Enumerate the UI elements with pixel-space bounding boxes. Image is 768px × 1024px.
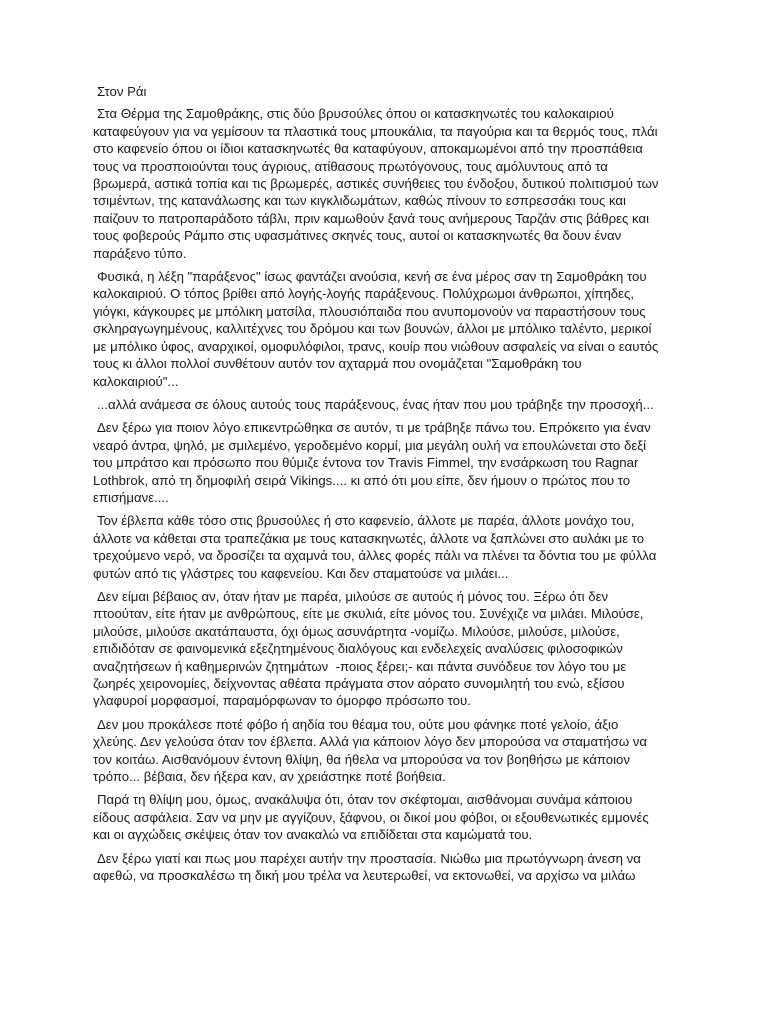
paragraph-9: Δεν ξέρω γιατί και πως μου παρέχει αυτήν την προστασία. Νιώθω μια πρωτόγνωρη άνεση να αφεθώ, να προσκαλέσω τη δική μου τρέλα να λευτερωθεί, να εκτονωθεί, να αρχίσω να μιλάω	[93, 850, 645, 884]
paragraph-1: Στα Θέρμα της Σαμοθράκης, στις δύο βρυσούλες όπου οι κατασκηνωτές του καλοκαιριού καταφεύγουν για να γεμίσουν τα πλαστικά τους μπουκάλια, τα παγούρια και τα θερμός τους, πλάι στο καφενείο όπου οι ίδιοι κατασκηνωτές θα καταφύγουν, αποκαμωμένοι από την προσπάθεια τους να προσποιούνται τους άγριους, ατίθασους πρωτόγονους, τους αμόλυντους από τα βρωμερά, αστικά τοπία και τις βρωμερές, αστικές συνήθειες του ένδοξου, δυτικού πολιτισμού των τσιμέντων, της κατανάλωσης και των κιγκλιδωμάτων, καθώς πίνουν το εσπρεσσάκι τους και παίζουν το πατροπαράδοτο τάβλι, πριν καμωθούν ξανά τους ανήμερους Ταρζάν στις βάθρες και τους φοβερούς Ράμπο στις υφασμάτινες σκηνές τους, αυτοί οι κατασκηνωτές θα δουν έναν παράξενο τύπο.	[93, 106, 663, 261]
paragraph-5: Τον έβλεπα κάθε τόσο στις βρυσούλες ή στο καφενείο, άλλοτε με παρέα, άλλοτε μονάχο του, άλλοτε να κάθεται στα τραπεζάκια με τους κατασκηνωτές, άλλοτε να ξαπλώνει στο αυλάκι με το τρεχούμενο νερό, να δροσίζει τα αχαμνά του, άλλες φορές πάλι να πλένει τα δόντια του με φύλλα φυτών από τις γλάστρες του καφενείου. Και δεν σταματούσε να μιλάει...	[93, 513, 660, 581]
paragraph-6: Δεν είμαι βέβαιος αν, όταν ήταν με παρέα, μιλούσε σε αυτούς ή μόνος του. Ξέρω ότι δεν πτοούταν, είτε ήταν με ανθρώπους, είτε με σκυλιά, είτε μόνος του. Συνέχιζε να μιλάει. Μιλούσε, μιλούσε, μιλούσε ακατάπαυστα, όχι όμως ασυνάρτητα -νομίζω. Μιλούσε, μιλούσε, μιλούσε, επιδιδόταν σε φαινομενικά εξεζητημένους διαλόγους και ενδελεχείς αναλύσεις φιλοσοφικών αναζητήσεων ή καθημερινών ζητημάτων -ποιος ξέρει;- και πάντα συνόδευε τον λόγο του με ζωηρές χειρονομίες, δείχνοντας αθέατα πράγματα στον αόρατο συνομιλητή του ενώ, εξίσου γλαφυροί μορφασμοί, παραμόρφωναν το όμορφο πρόσωπο του.	[93, 588, 648, 709]
paragraph-4: Δεν ξέρω για ποιον λόγο επικεντρώθηκα σε αυτόν, τι με τράβηξε πάνω του. Επρόκειτο για έναν νεαρό άντρα, ψηλό, με σμιλεμένο, γεροδεμένο κορμί, μια μεγάλη ουλή να επουλώνεται στο δεξί του μπράτσο και πρόσωπο που θύμιζε έντονα τον Travis Fimmel, την ενσάρκωση του Ragnar Lothbrok, από τη δημοφιλή σειρά Vikings.... κι από ότι μου είπε, δεν ήμουν ο πρώτος που το επισήμανε....	[93, 420, 655, 505]
paragraph-7: Δεν μου προκάλεσε ποτέ φόβο ή αηδία του θέαμα του, ούτε μου φάνηκε ποτέ γελοίο, άξιο χλεύης. Δεν γελούσα όταν τον έβλεπα. Αλλά για κάποιον λόγο δεν μπορούσα να σταματήσω να τον κοιτάω. Αισθανόμουν έντονη θλίψη, θα ήθελα να μπορούσα να τον βοηθήσω με κάποιον τρόπο... βέβαια, δεν ήξερα καν, αν χρειάστηκε ποτέ βοήθεια.	[93, 716, 651, 785]
document-body	[93, 83, 663, 890]
document-title: Στον Ράι	[97, 84, 147, 99]
paragraph-2: Φυσικά, η λέξη "παράξενος" ίσως φαντάζει ανούσια, κενή σε ένα μέρος σαν τη Σαμοθράκη του καλοκαιριού. Ο τόπος βρίθει από λογής-λογής παράξενους. Πολύχρωμοι άνθρωποι, χίπηδες, γιόγκι, κάγκουρες με μπόλικη ματσίλα, πλουσιόπαιδα που ανυπομονούν να παραστήσουν τους σκληραγωγημένους, καλλιτέχνες του δρόμου και των βουνών, άλλοι με μπόλικο ταλέντο, μερικοί με μπόλικο ύφος, αναρχικοί, ομοφυλόφιλοι, τρανς, κουίρ που νιώθουν ασφαλείς να είναι ο εαυτός τους κι άλλοι πολλοί συνθέτουν αυτόν τον αχταρμά που ονομάζεται "Σαμοθράκη του καλοκαιριού"...	[93, 269, 663, 389]
paragraph-3: ...αλλά ανάμεσα σε όλους αυτούς τους παράξενους, ένας ήταν που μου τράβηξε την προσοχή...	[97, 396, 654, 412]
paragraph-8: Παρά τη θλίψη μου, όμως, ανακάλυψα ότι, όταν τον σκέφτομαι, αισθάνομαι συνάμα κάποιου είδους ασφάλεια. Σαν να μην με αγγίζουν, ξάφνου, οι δικοί μου φόβοι, οι εξουθενωτικές εμμονές και οι αγχώδεις σκέψεις όταν τον ανακαλώ να επιδίδεται στα καμώματά του.	[93, 792, 653, 843]
